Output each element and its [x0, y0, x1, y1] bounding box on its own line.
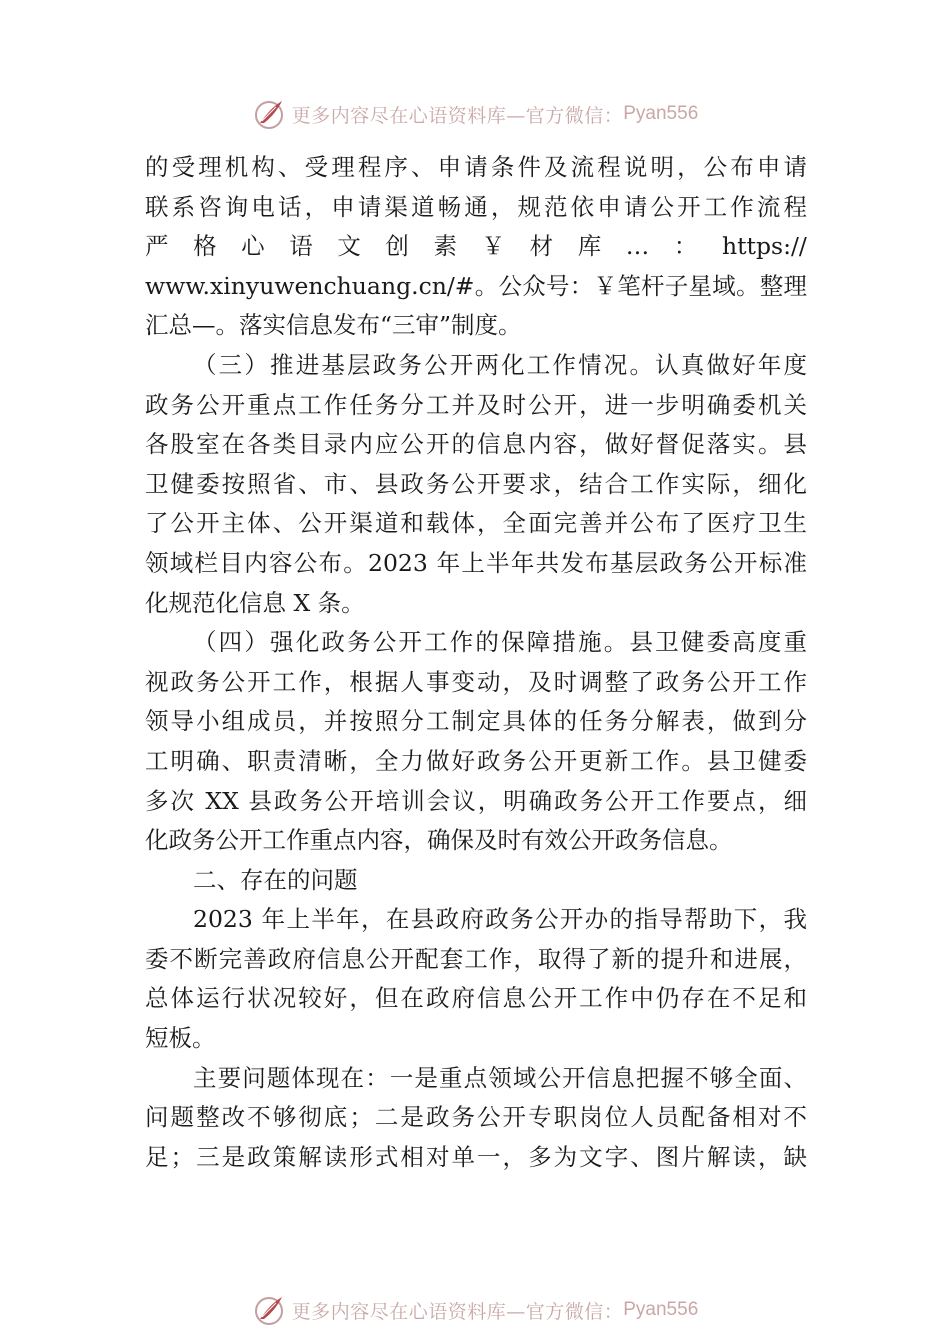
- text-line: 汇总—。落实信息发布“三审”制度。: [145, 311, 522, 340]
- text-line: 委不断完善政府信息公开配套工作，取得了新的提升和进展，: [145, 944, 807, 973]
- text-line: 化政务公开工作重点内容，确保及时有效公开政务信息。: [145, 826, 733, 855]
- text-line: 领域栏目内容公布。2023 年上半年共发布基层政务公开标准: [145, 548, 807, 577]
- quill-logo-icon: [252, 1293, 286, 1327]
- watermark-wechat-id: Pyan556: [623, 1299, 699, 1320]
- text-line: 足；三是政策解读形式相对单一，多为文字、图片解读，缺: [145, 1142, 807, 1171]
- glyph: 素: [433, 232, 457, 261]
- glyph: 库: [577, 232, 602, 261]
- glyph: …: [625, 232, 650, 261]
- text-line: 的受理机构、受理程序、申请条件及流程说明，公布申请: [145, 153, 807, 181]
- section-heading-4: （四）强化政务公开工作的保障措施。县卫健委高度重: [193, 628, 807, 657]
- glyph: 语: [289, 232, 313, 261]
- text-line: www.xinyuwenchuang.cn/#。公众号：￥笔杆子星域。整理: [145, 271, 807, 300]
- text-line: 了公开主体、公开渠道和载体，全面完善并公布了医疗卫生: [145, 509, 807, 538]
- glyph: 心: [241, 232, 265, 261]
- glyph: ￥: [481, 232, 506, 261]
- watermark-text: 更多内容尽在心语资料库—官方微信：: [291, 1300, 624, 1323]
- glyph: ：: [673, 232, 698, 261]
- text-line: 各股室在各类目录内应公开的信息内容，做好督促落实。县: [145, 430, 807, 459]
- glyph: 文: [337, 232, 361, 261]
- url-fragment: https://: [721, 232, 807, 261]
- glyph: 材: [529, 232, 554, 261]
- text-line: 短板。: [145, 1024, 216, 1053]
- text-line: 主要问题体现在：一是重点领域公开信息把握不够全面、: [193, 1063, 807, 1092]
- header-watermark: [0, 94, 950, 134]
- watermark-wechat-id: Pyan556: [623, 103, 699, 124]
- section-heading-problems: 二、存在的问题: [193, 865, 358, 894]
- document-body: [145, 148, 807, 1177]
- text-line: 问题整改不够彻底；二是政务公开专职岗位人员配备相对不: [145, 1103, 807, 1132]
- text-line: 工明确、职责清晰，全力做好政务公开更新工作。县卫健委: [145, 746, 807, 775]
- text-line: 领导小组成员，并按照分工制定具体的任务分解表，做到分: [145, 707, 807, 736]
- glyph: 严: [145, 232, 169, 261]
- footer-watermark: [0, 1290, 950, 1330]
- text-line-spread: [145, 227, 807, 267]
- text-line: 化规范化信息 X 条。: [145, 588, 365, 617]
- text-line: 联系咨询电话，申请渠道畅通，规范依申请公开工作流程: [145, 192, 807, 221]
- text-line: 政务公开重点工作任务分工并及时公开，进一步明确委机关: [145, 390, 807, 419]
- text-line: 总体运行状况较好，但在政府信息公开工作中仍存在不足和: [145, 984, 807, 1013]
- glyph: 创: [385, 232, 409, 261]
- text-line: 视政务公开工作，根据人事变动，及时调整了政务公开工作: [145, 667, 807, 696]
- glyph: 格: [193, 232, 217, 261]
- text-line: 卫健委按照省、市、县政务公开要求，结合工作实际，细化: [145, 469, 807, 498]
- watermark-text: 更多内容尽在心语资料库—官方微信：: [291, 104, 624, 127]
- section-heading-3: （三）推进基层政务公开两化工作情况。认真做好年度: [193, 350, 807, 379]
- text-line: 多次 XX 县政务公开培训会议，明确政务公开工作要点，细: [145, 786, 807, 815]
- text-line: 2023 年上半年，在县政府政务公开办的指导帮助下，我: [193, 905, 807, 934]
- quill-logo-icon: [252, 97, 286, 131]
